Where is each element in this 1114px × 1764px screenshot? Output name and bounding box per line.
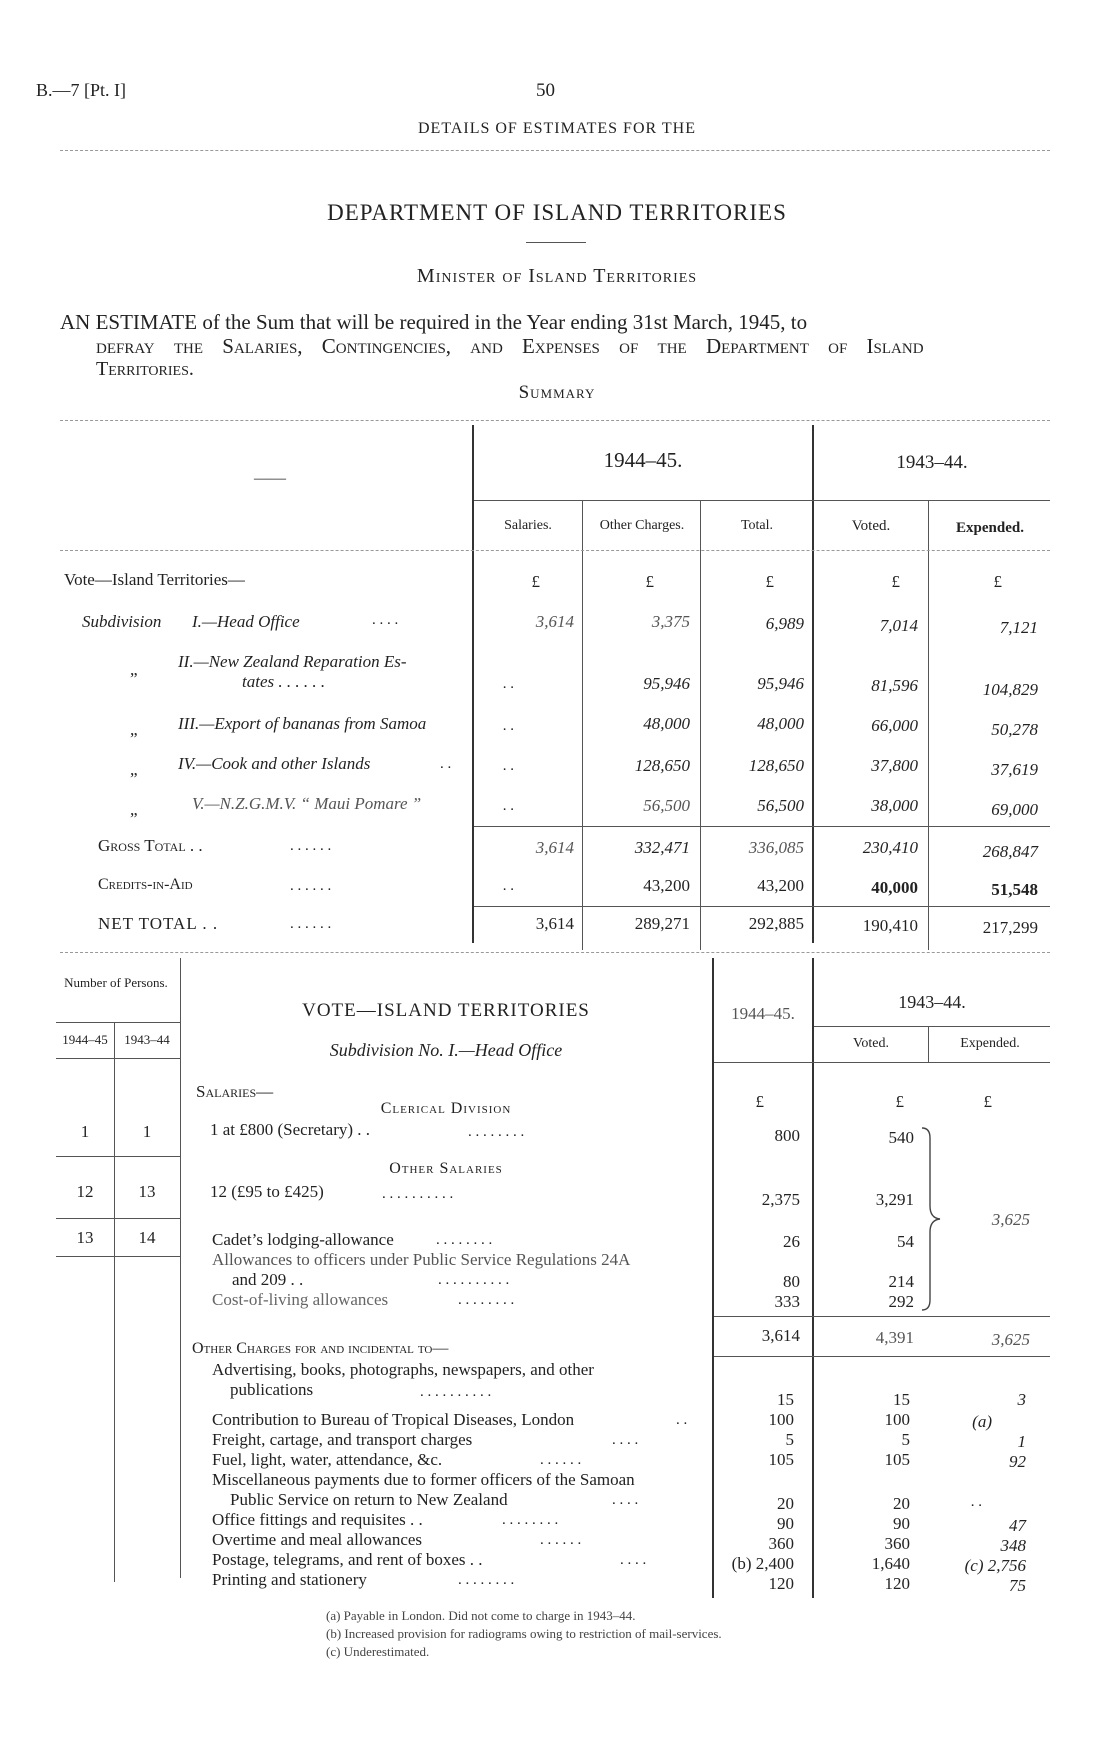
cell-other-charges: 56,500 (643, 796, 690, 815)
col-other-charges: Other Charges. (599, 518, 685, 533)
cell-expended: 51,548 (991, 880, 1038, 899)
cell-voted: 120 (884, 1574, 910, 1593)
persons-current: 12 (76, 1182, 94, 1201)
cell-voted: 81,596 (871, 676, 918, 695)
row-leader: . . . . . . (290, 878, 332, 894)
row-label-continued: tates . . . . . . (242, 672, 326, 691)
cell-other-charges: 128,650 (634, 756, 690, 775)
cell-current: 80 (783, 1272, 800, 1291)
cell-current: 333 (774, 1292, 800, 1311)
cell-expended: 75 (1009, 1576, 1026, 1595)
cell-total: 292,885 (748, 914, 804, 933)
row-leader: . . . . . . . . (436, 1232, 493, 1248)
salary-item-label: 1 at £800 (Secretary) . . (210, 1120, 371, 1139)
footnote-a: (a) Payable in London. Did not come to charge in 1943–44. (326, 1608, 636, 1623)
row-leader: . . . . (620, 1552, 647, 1568)
persons-previous: 1 (142, 1122, 152, 1141)
cell-voted: 100 (884, 1410, 910, 1429)
charge-item-label-continued: Public Service on return to New Zealand (230, 1490, 508, 1509)
salary-item-label: Cost-of-living allowances (212, 1290, 389, 1309)
row-leader: . . . . (372, 612, 399, 628)
currency-symbol: £ (993, 572, 1002, 591)
row-label: II.—New Zealand Reparation Es- (178, 652, 407, 671)
row-leader: . . . . . . . . (502, 1512, 559, 1528)
cell-voted: 3,291 (875, 1190, 914, 1209)
other-salaries-heading: Other Salaries (389, 1160, 503, 1177)
cell-voted: 105 (884, 1450, 910, 1469)
currency-symbol: £ (765, 572, 774, 591)
cell-expended: 217,299 (982, 918, 1038, 937)
other-charges-label: Other Charges for and incidental to— (192, 1340, 449, 1357)
summary-year-current: 1944–45. (603, 448, 683, 472)
detail-col-expended: Expended. (960, 1036, 1020, 1051)
cell-total: 95,946 (757, 674, 804, 693)
charge-item-label: Overtime and meal allowances (212, 1530, 423, 1549)
cell-salaries: 3,614 (535, 612, 574, 631)
subtotal-current: 3,614 (761, 1326, 800, 1345)
footnote-c: (c) Underestimated. (326, 1644, 430, 1659)
row-leader: . . (676, 1412, 688, 1428)
cell-current: 15 (777, 1390, 794, 1409)
charge-item-label: Printing and stationery (212, 1570, 367, 1589)
cell-voted: 7,014 (879, 616, 918, 635)
cell-expended: 7,121 (999, 618, 1038, 637)
row-leader: . . . . . . . . (468, 1124, 525, 1140)
document-reference: B.—7 [Pt. I] (36, 80, 126, 100)
cell-total: 128,650 (748, 756, 804, 775)
charge-item-label: Contribution to Bureau of Tropical Diseases, London (212, 1410, 575, 1429)
persons-previous: 14 (138, 1228, 156, 1247)
cell-voted: 40,000 (871, 878, 918, 897)
cell-voted: 90 (893, 1514, 910, 1533)
persons-previous: 13 (138, 1182, 156, 1201)
cell-current: 26 (783, 1232, 800, 1251)
row-prefix: Subdivision (82, 612, 162, 631)
cell-voted: 360 (884, 1534, 910, 1553)
page-number: 50 (536, 80, 555, 101)
cell-voted: 15 (893, 1390, 910, 1409)
persons-year-previous: 1943–44 (124, 1032, 170, 1047)
credits-in-aid-label: Credits-in-Aid (98, 876, 193, 893)
persons-header: Number of Persons. (64, 975, 168, 990)
cell-voted: 66,000 (871, 716, 918, 735)
salaries-expended-total: 3,625 (991, 1210, 1030, 1229)
cell-expended: 104,829 (982, 680, 1038, 699)
row-label: III.—Export of bananas from Samoa (178, 714, 427, 733)
row-leader: . . . . . . . . . . (438, 1272, 510, 1288)
cell-expended: 92 (1009, 1452, 1026, 1471)
subdivision-title: Subdivision No. I.—Head Office (329, 1040, 563, 1060)
cell-voted: 54 (897, 1232, 914, 1251)
cell-voted: 1,640 (871, 1554, 910, 1573)
cell-other-charges: 95,946 (643, 674, 690, 693)
persons-year-current: 1944–45 (62, 1032, 108, 1047)
cell-current: 100 (768, 1410, 794, 1429)
row-label: I.—Head Office (192, 612, 300, 631)
detail-col-voted: Voted. (853, 1036, 889, 1051)
charge-item-label: Advertising, books, photographs, newspapers, and other (212, 1360, 594, 1379)
row-leader: . . . . . . (290, 838, 332, 854)
row-prefix: „ (130, 720, 138, 739)
right-brace-icon (920, 1126, 944, 1312)
cell-current: 105 (768, 1450, 794, 1469)
clerical-division-heading: Clerical Division (380, 1100, 512, 1117)
col-salaries: Salaries. (504, 518, 552, 533)
row-leader: . . . . . . (540, 1452, 582, 1468)
cell-voted: 292 (888, 1292, 914, 1311)
summary-label: Summary (518, 382, 596, 403)
row-leader: . . . . . . . . (458, 1572, 515, 1588)
cell-expended: 268,847 (982, 842, 1038, 861)
row-leader: . . . . . . . . . . (382, 1186, 454, 1202)
cell-total: 336,085 (748, 838, 804, 857)
salary-item-label: 12 (£95 to £425) (210, 1182, 324, 1201)
cell-other-charges: 289,271 (634, 914, 690, 933)
salary-item-label: Cadet’s lodging-allowance (212, 1230, 394, 1249)
row-leader: . . . . . . (290, 916, 332, 932)
cell-voted: 230,410 (862, 838, 918, 857)
salary-item-label-continued: and 209 . . (232, 1270, 304, 1289)
cell-salaries: . . (502, 718, 514, 734)
cell-voted: 190,410 (862, 916, 918, 935)
col-total: Total. (740, 518, 774, 533)
minister-title: Minister of Island Territories (416, 265, 698, 287)
summary-year-previous: 1943–44. (896, 452, 968, 473)
running-title: DETAILS OF ESTIMATES FOR THE (418, 120, 696, 137)
cell-expended: 69,000 (991, 800, 1038, 819)
cell-other-charges: 3,375 (651, 612, 690, 631)
net-total-label: NET TOTAL . . (98, 914, 219, 933)
gross-total-label: Gross Total . . (98, 836, 203, 855)
detail-year-current: 1944–45. (731, 1004, 795, 1023)
charge-item-label: Office fittings and requisites . . (212, 1510, 423, 1529)
row-prefix: „ (130, 660, 138, 679)
detail-year-previous: 1943–44. (898, 992, 966, 1012)
row-leader: . . . . . . . . . . (420, 1384, 492, 1400)
row-label: IV.—Cook and other Islands (178, 754, 371, 773)
cell-voted: 38,000 (871, 796, 918, 815)
persons-current: 13 (76, 1228, 94, 1247)
cell-salaries: . . (502, 676, 514, 692)
persons-current: 1 (80, 1122, 90, 1141)
charge-item-label: Freight, cartage, and transport charges (212, 1430, 473, 1449)
subtotal-voted: 4,391 (875, 1328, 914, 1347)
salaries-label: Salaries— (196, 1082, 274, 1101)
cell-salaries: 3,614 (535, 838, 574, 857)
row-leader: . . . . (612, 1432, 639, 1448)
row-prefix: „ (130, 800, 138, 819)
cell-expended: 50,278 (991, 720, 1038, 739)
vote-label: Vote—Island Territories— (64, 570, 245, 589)
currency-symbol: £ (983, 1092, 992, 1111)
cell-other-charges: 48,000 (643, 714, 690, 733)
vote-title: VOTE—ISLAND TERRITORIES (302, 1000, 590, 1021)
col-expended: Expended. (956, 520, 1024, 536)
cell-current: 360 (768, 1534, 794, 1553)
charge-item-label: Fuel, light, water, attendance, &c. (212, 1450, 443, 1469)
currency-symbol: £ (891, 572, 900, 591)
intro-line-2: defray the Salaries, Contingencies, and Expenses of the Department of Island (96, 334, 924, 358)
cell-salaries: . . (502, 758, 514, 774)
cell-expended: (a) (972, 1412, 992, 1431)
row-label: V.—N.Z.G.M.V. “ Maui Pomare ” (192, 794, 422, 813)
col-voted: Voted. (851, 518, 891, 534)
footnote-b: (b) Increased provision for radiograms owing to restriction of mail-services. (326, 1626, 722, 1641)
cell-total: 6,989 (765, 614, 804, 633)
cell-current: 90 (777, 1514, 794, 1533)
cell-voted: 214 (888, 1272, 914, 1291)
intro-line-1: AN ESTIMATE of the Sum that will be required in the Year ending 31st March, 1945, to (60, 310, 808, 334)
summary-stub-dash: —— (254, 470, 286, 487)
cell-expended: 1 (1017, 1432, 1026, 1451)
cell-voted: 540 (888, 1128, 914, 1147)
cell-current: 120 (768, 1574, 794, 1593)
currency-symbol: £ (645, 572, 654, 591)
cell-expended: 37,619 (991, 760, 1038, 779)
cell-expended: 348 (1000, 1536, 1026, 1555)
cell-current: 20 (777, 1494, 794, 1513)
cell-other-charges: 332,471 (634, 838, 690, 857)
cell-expended: (c) 2,756 (964, 1556, 1026, 1575)
cell-salaries: . . (502, 798, 514, 814)
cell-current: 800 (774, 1126, 800, 1145)
cell-current: 2,375 (761, 1190, 800, 1209)
charge-item-label: Postage, telegrams, and rent of boxes . . (212, 1550, 483, 1569)
cell-total: 56,500 (757, 796, 804, 815)
cell-voted: 37,800 (871, 756, 918, 775)
currency-symbol: £ (531, 572, 540, 591)
cell-expended: . . (970, 1494, 982, 1510)
cell-current: (b) 2,400 (731, 1554, 794, 1573)
charge-item-label: Miscellaneous payments due to former officers of the Samoan (212, 1470, 635, 1489)
cell-voted: 20 (893, 1494, 910, 1513)
cell-total: 48,000 (757, 714, 804, 733)
cell-voted: 5 (901, 1430, 910, 1449)
row-leader: . . . . . . (540, 1532, 582, 1548)
cell-expended: 47 (1009, 1516, 1026, 1535)
cell-salaries: . . (502, 878, 514, 894)
row-leader: . . . . . . . . (458, 1292, 515, 1308)
cell-total: 43,200 (757, 876, 804, 895)
cell-current: 5 (785, 1430, 794, 1449)
row-leader: . . . . (612, 1492, 639, 1508)
cell-other-charges: 43,200 (643, 876, 690, 895)
cell-expended: 3 (1017, 1390, 1026, 1409)
currency-symbol: £ (895, 1092, 904, 1111)
cell-salaries: 3,614 (535, 914, 574, 933)
row-prefix: „ (130, 760, 138, 779)
row-leader: . . (440, 756, 452, 772)
charge-item-label-continued: publications (230, 1380, 314, 1399)
currency-symbol: £ (755, 1092, 764, 1111)
subtotal-expended: 3,625 (991, 1330, 1030, 1349)
intro-line-3: Territories. (96, 358, 194, 380)
salary-item-label: Allowances to officers under Public Service Regulations 24A (212, 1250, 631, 1269)
department-title: DEPARTMENT OF ISLAND TERRITORIES (327, 200, 787, 225)
